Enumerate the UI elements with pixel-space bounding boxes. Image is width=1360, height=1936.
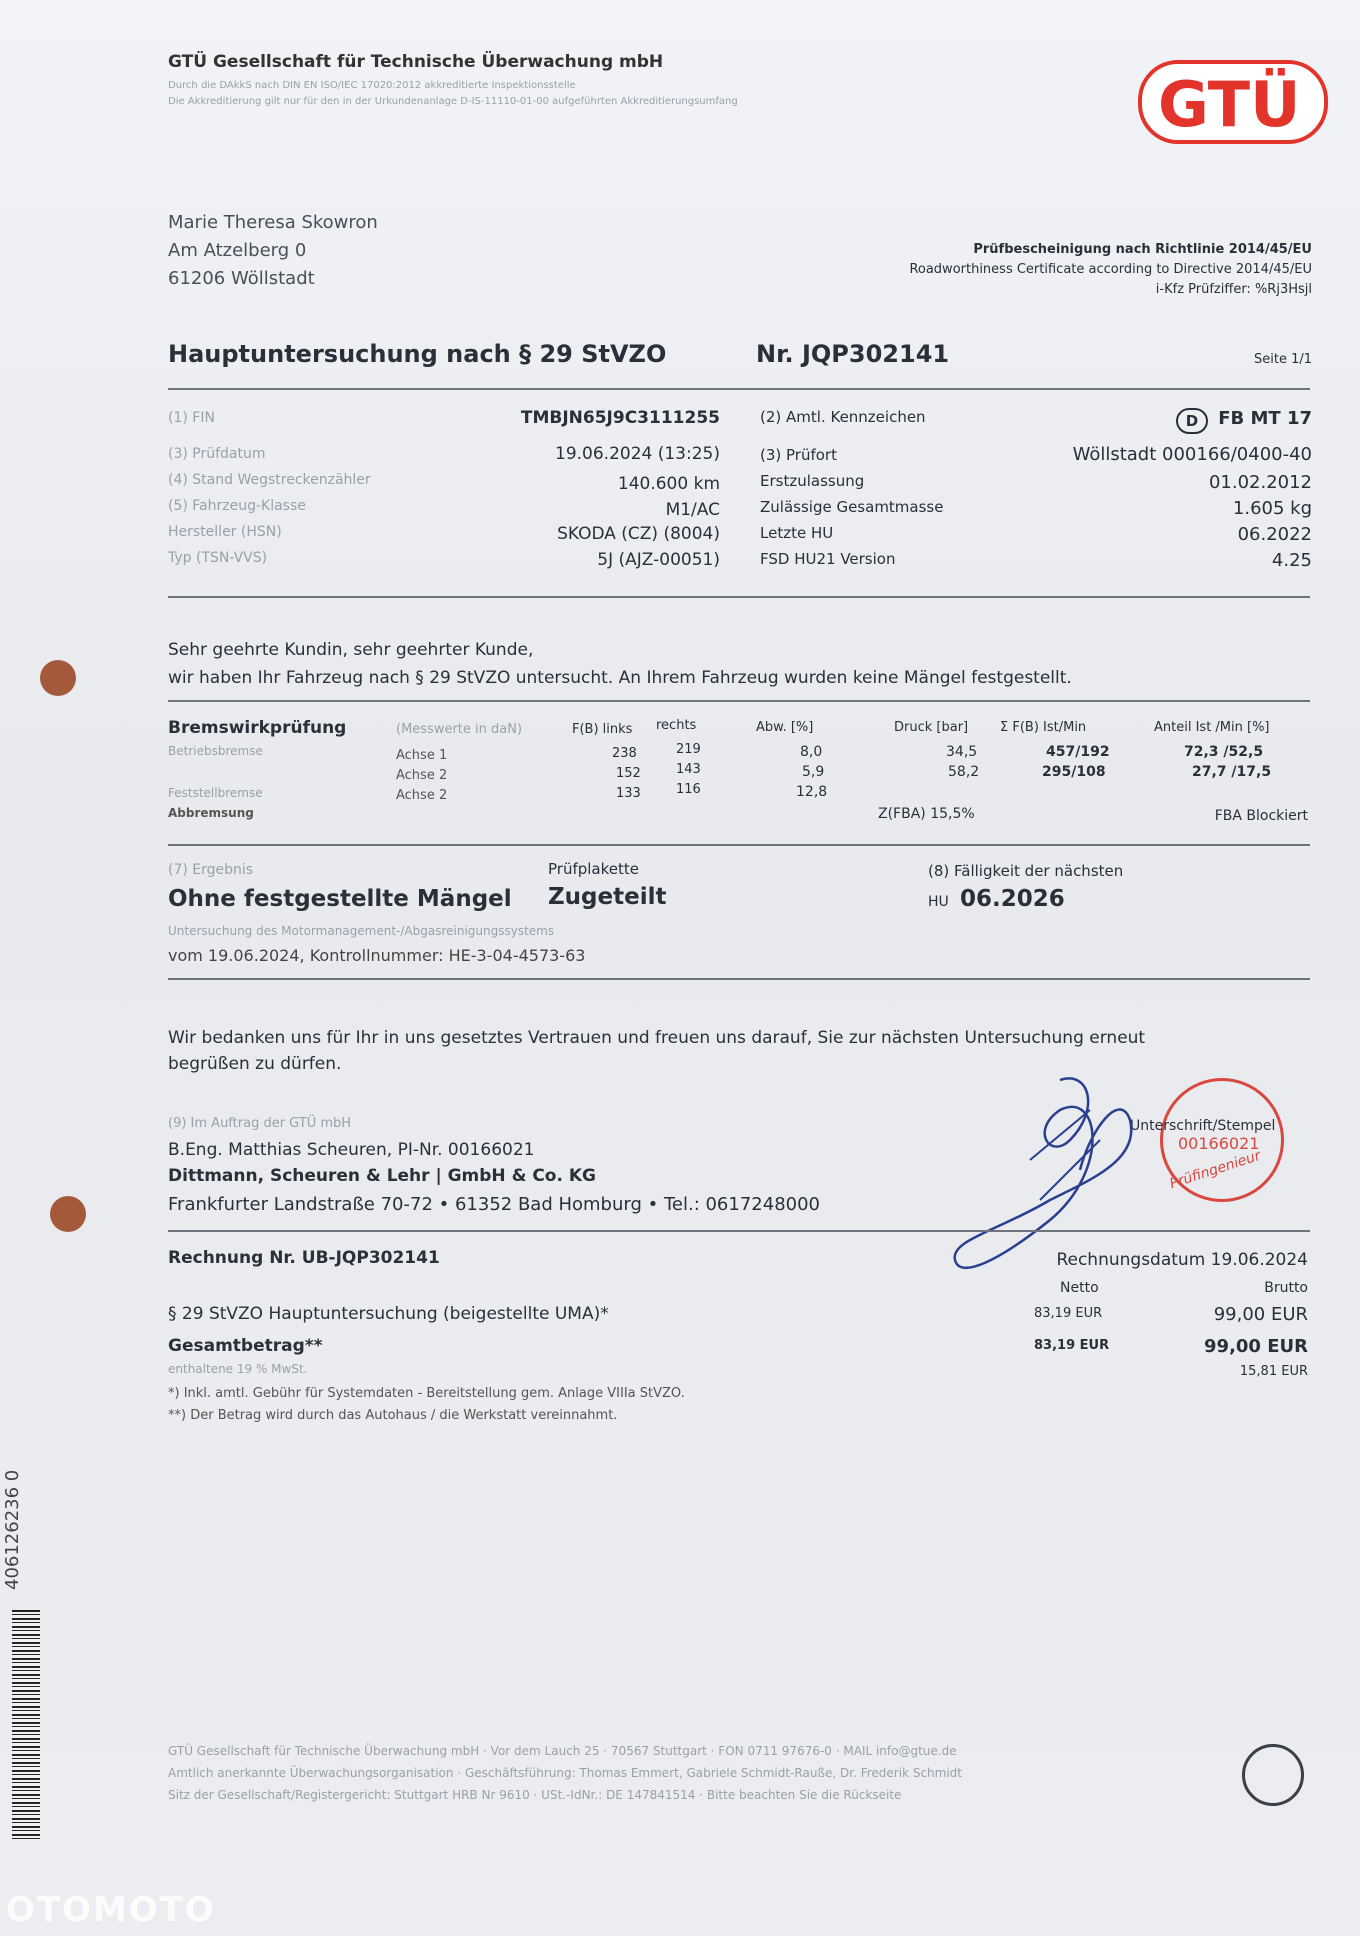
gtue-logo [1138, 60, 1328, 144]
value-fin: TMBJN65J9C3111255 [520, 408, 720, 428]
recipient-city: 61206 Wöllstadt [168, 268, 315, 289]
recipient-name: Marie Theresa Skowron [168, 212, 378, 233]
row-left: 133 [616, 786, 641, 801]
row-sum: 295/108 [1042, 764, 1106, 780]
row-axle: Achse 2 [396, 788, 448, 803]
side-barcode-number: 406126236 0 [2, 1469, 23, 1590]
result-value: Ohne festgestellte Mängel [168, 886, 512, 912]
item-brutto: 99,00 EUR [1213, 1304, 1308, 1325]
divider [168, 1230, 1310, 1232]
recipient-street: Am Atzelberg 0 [168, 240, 307, 261]
label-gesamtmasse: Zulässige Gesamtmasse [760, 498, 944, 516]
label-manufacturer: Hersteller (HSN) [168, 524, 282, 540]
footer-line-3: Sitz der Gesellschaft/Registergericht: Stuttgart HRB Nr 9610 · USt.-IdNr.: DE 147841514 · Bitte beachten Sie die Rückseite [168, 1788, 902, 1802]
greeting-line-2: wir haben Ihr Fahrzeug nach § 29 StVZO untersucht. An Ihrem Fahrzeug wurden keine Mängel festgestellt. [168, 668, 1072, 688]
accreditation-line-1: Durch die DAkkS nach DIN EN ISO/IEC 17020:2012 akkreditierte Inspektionsstelle [168, 80, 576, 91]
inspector-name: B.Eng. Matthias Scheuren, PI-Nr. 00166021 [168, 1140, 535, 1160]
thanks-line-1: Wir bedanken uns für Ihr in uns gesetztes Vertrauen und freuen uns darauf, Sie zur nächsten Untersuchung erneut [168, 1028, 1146, 1048]
zfba-value: Z(FBA) 15,5% [878, 806, 975, 822]
item-netto: 83,19 EUR [1034, 1306, 1103, 1321]
col-netto: Netto [1060, 1280, 1099, 1296]
amu-line: Untersuchung des Motormanagement-/Abgasreinigungssystems [168, 924, 555, 938]
header-fb-links: F(B) links [572, 722, 633, 737]
label-betriebsbremse: Betriebsbremse [168, 744, 263, 758]
header-sum: Σ F(B) Ist/Min [1000, 720, 1087, 735]
due-prefix: HU [928, 894, 949, 910]
row-left: 152 [616, 766, 641, 781]
label-fsd-version: FSD HU21 Version [760, 550, 896, 568]
stamp-role: Prüfingenieur [1167, 1147, 1263, 1193]
label-pruefdatum: (3) Prüfdatum [168, 446, 266, 462]
inspector-address: Frankfurter Landstraße 70-72 • 61352 Bad Homburg • Tel.: 0617248000 [168, 1194, 820, 1215]
row-druck: 58,2 [948, 764, 980, 780]
row-abw: 5,9 [802, 764, 825, 780]
thanks-line-2: begrüßen zu dürfen. [168, 1054, 342, 1074]
header-rechts: rechts [656, 718, 697, 733]
header-abweichung: Abw. [%] [756, 720, 814, 735]
row-sum: 457/192 [1046, 744, 1110, 760]
label-letzte-hu: Letzte HU [760, 524, 834, 542]
inspector-label: (9) Im Auftrag der GTÜ mbH [168, 1116, 352, 1131]
item-label: § 29 StVZO Hauptuntersuchung (beigestellte UMA)* [168, 1304, 609, 1324]
greeting-line-1: Sehr geehrte Kundin, sehr geehrter Kunde, [168, 640, 534, 660]
footer-line-1: GTÜ Gesellschaft für Technische Überwachung mbH · Vor dem Lauch 25 · 70567 Stuttgart · FON 0711 97676-0 · MAIL info@gtue.de [168, 1744, 957, 1758]
value-erstzulassung: 01.02.2012 [1208, 472, 1312, 493]
invoice-note-2: **) Der Betrag wird durch das Autohaus / die Werkstatt vereinnahmt. [168, 1408, 618, 1423]
value-pruefdatum: 19.06.2024 (13:25) [555, 444, 720, 464]
punch-hole-bottom [50, 1196, 86, 1232]
stamp-number: 00166021 [1178, 1134, 1260, 1153]
certification-seal-icon [1242, 1744, 1304, 1806]
total-netto: 83,19 EUR [1034, 1338, 1110, 1353]
accreditation-line-2: Die Akkreditierung gilt nur für den in der Urkundenanlage D-IS-11110-01-00 aufgeführten Akkreditierungsumfang [168, 96, 738, 107]
invoice-number: Rechnung Nr. UB-JQP302141 [168, 1248, 440, 1268]
label-pruefort: (3) Prüfort [760, 446, 837, 464]
invoice-date: Rechnungsdatum 19.06.2024 [1056, 1250, 1308, 1270]
inspector-company: Dittmann, Scheuren & Lehr | GmbH & Co. KG [168, 1166, 596, 1186]
fba-status: FBA Blockiert [1214, 808, 1308, 824]
due-value: 06.2026 [960, 886, 1065, 912]
label-license-plate: (2) Amtl. Kennzeichen [760, 408, 926, 426]
plate-country-badge: D [1176, 408, 1208, 434]
page-title: Hauptuntersuchung nach § 29 StVZO [168, 340, 667, 368]
label-feststellbremse: Feststellbremse [168, 786, 263, 800]
certificate-title-de: Prüfbescheinigung nach Richtlinie 2014/45/EU [973, 242, 1312, 257]
company-name: GTÜ Gesellschaft für Technische Überwachung mbH [168, 52, 664, 72]
side-barcode [12, 1610, 40, 1840]
divider [168, 596, 1310, 598]
value-type: 5J (AJZ-00051) [597, 550, 720, 570]
value-vehicle-class: M1/AC [665, 500, 720, 520]
label-odometer: (4) Stand Wegstreckenzähler [168, 472, 371, 488]
value-license-plate: FB MT 17 [1218, 408, 1312, 429]
header-anteil: Anteil Ist /Min [%] [1154, 720, 1270, 735]
col-brutto: Brutto [1264, 1280, 1308, 1296]
stamp-caption: Unterschrift/Stempel [1130, 1118, 1276, 1134]
pruefziffer: i-Kfz Prüfziffer: %Rj3Hsjl [1155, 282, 1312, 297]
plakette-value: Zugeteilt [548, 884, 667, 910]
row-axle: Achse 1 [396, 748, 448, 763]
row-right: 116 [676, 782, 701, 797]
footer-line-2: Amtlich anerkannte Überwachungsorganisation · Geschäftsführung: Thomas Emmert, Gabriele Schmidt-Rauße, Dr. Frederik Schmidt [168, 1766, 962, 1780]
page-counter: Seite 1/1 [1253, 352, 1312, 367]
divider [168, 388, 1310, 390]
row-right: 219 [676, 742, 701, 757]
label-erstzulassung: Erstzulassung [760, 472, 865, 490]
header-druck: Druck [bar] [894, 720, 969, 735]
value-fsd-version: 4.25 [1271, 550, 1312, 571]
amu-detail: vom 19.06.2024, Kontrollnummer: HE-3-04-4573-63 [168, 946, 586, 965]
punch-hole-top [40, 660, 76, 696]
divider [168, 700, 1310, 702]
value-letzte-hu: 06.2022 [1237, 524, 1312, 545]
certificate-title-en: Roadworthiness Certificate according to Directive 2014/45/EU [909, 262, 1312, 277]
label-type: Typ (TSN-VVS) [168, 550, 268, 566]
total-label: Gesamtbetrag** [168, 1336, 323, 1356]
row-anteil: 72,3 /52,5 [1184, 744, 1264, 760]
row-abw: 12,8 [796, 784, 828, 800]
value-pruefort: Wöllstadt 000166/0400-40 [1072, 444, 1312, 465]
label-fin: (1) FIN [168, 410, 215, 426]
vat-value: 15,81 EUR [1239, 1364, 1308, 1379]
logo-text: GTÜ [1158, 68, 1301, 141]
row-druck: 34,5 [946, 744, 978, 760]
otomoto-watermark: OTOMOTO [6, 1890, 216, 1930]
invoice-note-1: *) Inkl. amtl. Gebühr für Systemdaten - Bereitstellung gem. Anlage VIIIa StVZO. [168, 1386, 685, 1401]
label-abbremsung: Abbremsung [168, 806, 254, 820]
divider [168, 844, 1310, 846]
result-label: (7) Ergebnis [168, 862, 254, 878]
row-right: 143 [676, 762, 701, 777]
value-odometer: 140.600 km [617, 474, 720, 494]
brake-title: Bremswirkprüfung [168, 718, 347, 738]
due-label: (8) Fälligkeit der nächsten [928, 862, 1124, 880]
divider [168, 978, 1310, 980]
row-axle: Achse 2 [396, 768, 448, 783]
brake-subtitle: (Messwerte in daN) [396, 722, 523, 737]
value-manufacturer: SKODA (CZ) (8004) [557, 524, 720, 544]
row-left: 238 [612, 746, 637, 761]
row-abw: 8,0 [800, 744, 823, 760]
total-brutto: 99,00 EUR [1204, 1336, 1308, 1357]
document-number: Nr. JQP302141 [756, 340, 950, 368]
row-anteil: 27,7 /17,5 [1192, 764, 1272, 780]
value-gesamtmasse: 1.605 kg [1232, 498, 1312, 519]
vat-label: enthaltene 19 % MwSt. [168, 1362, 308, 1376]
plakette-label: Prüfplakette [548, 860, 639, 878]
label-vehicle-class: (5) Fahrzeug-Klasse [168, 498, 306, 514]
